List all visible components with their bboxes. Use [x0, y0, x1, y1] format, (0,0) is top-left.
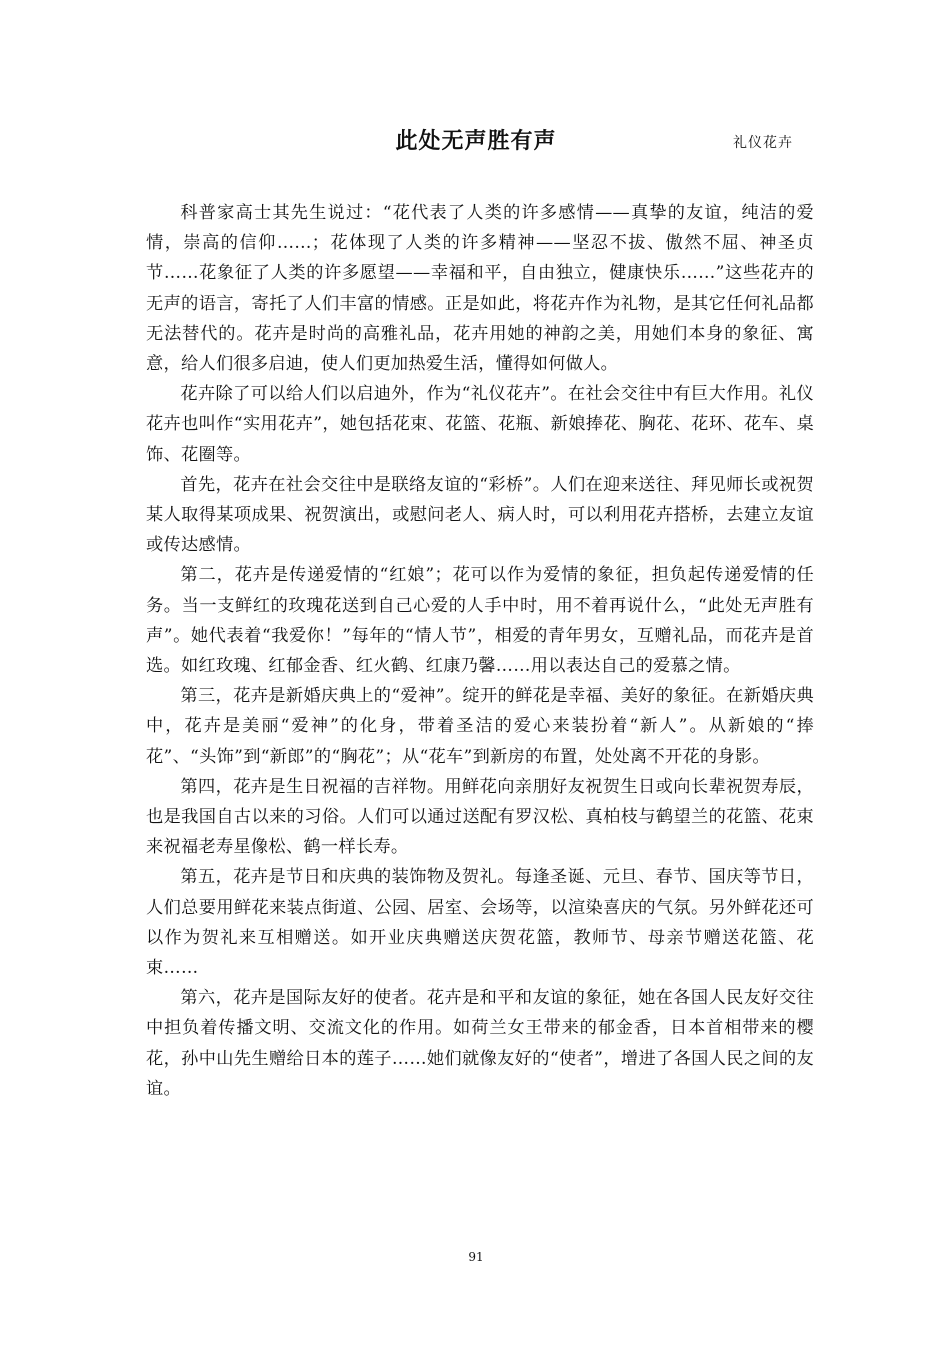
page-number: 91 — [468, 1250, 484, 1264]
paragraph-fourth-point: 第四，花卉是生日祝福的吉祥物。用鲜花向亲朋好友祝贺生日或向长辈祝贺寿辰，也是我国自古以来的习俗。人们可以通过送配有罗汉松、真柏枝与鹤望兰的花篮、花束来祝福老寿星像松、鹤一样长寿。 — [146, 776, 814, 858]
paragraph-third-point: 第三，花卉是新婚庆典上的“爱神”。绽开的鲜花是幸福、美好的象征。在新婚庆典中，花卉是美丽“爱神”的化身，带着圣洁的爱心来装扮着“新人”。从新娘的“捧花”、“头饰”到“新郎”的“胸花”；从“花车”到新房的布置，处处离不开花的身影。 — [146, 686, 814, 767]
paragraph-sixth-point: 第六，花卉是国际友好的使者。花卉是和平和友谊的象征，她在各国人民友好交往中担负着传播文明、交流文化的作用。如荷兰女王带来的郁金香，日本首相带来的樱花，孙中山先生赠给日本的莲子……她们就像友好的“使者”，增进了各国人民之间的友谊。 — [146, 988, 814, 1099]
section-label: 礼仪花卉 — [733, 135, 793, 151]
article-body — [146, 198, 814, 1104]
paragraph-ceremonial-flowers: 花卉除了可以给人们以启迪外，作为“礼仪花卉”。在社会交往中有巨大作用。礼仪花卉也叫作“实用花卉”，她包括花束、花篮、花瓶、新娘捧花、胸花、花环、花车、桌饰、花圈等。 — [146, 384, 814, 465]
paragraph-intro: 科普家高士其先生说过：“花代表了人类的许多感情——真挚的友谊，纯洁的爱情，崇高的信仰……；花体现了人类的许多精神——坚忍不拔、傲然不屈、神圣贞节……花象征了人类的许多愿望——幸福和平，自由独立，健康快乐……”这些花卉的无声的语言，寄托了人们丰富的情感。正是如此，将花卉作为礼物，是其它任何礼品都无法替代的。花卉是时尚的高雅礼品，花卉用她的神韵之美，用她们本身的象征、寓意，给人们很多启迪，使人们更加热爱生活，懂得如何做人。 — [146, 203, 814, 375]
paragraph-second-point: 第二，花卉是传递爱情的“红娘”；花可以作为爱情的象征，担负起传递爱情的任务。当一支鲜红的玫瑰花送到自己心爱的人手中时，用不着再说什么，“此处无声胜有声”。她代表着“我爱你！”每年的“情人节”，相爱的青年男女，互赠礼品，而花卉是首选。如红玫瑰、红郁金香、红火鹤、红康乃馨……用以表达自己的爱慕之情。 — [146, 565, 814, 677]
page-title: 此处无声胜有声 — [395, 129, 557, 154]
paragraph-fifth-point: 第五，花卉是节日和庆典的装饰物及贺礼。每逢圣诞、元旦、春节、国庆等节日，人们总要用鲜花来装点街道、公园、居室、会场等，以渲染喜庆的气氛。另外鲜花还可以作为贺礼来互相赠送。如开业庆典赠送庆贺花篮，教师节、母亲节赠送花篮、花束…… — [146, 867, 814, 979]
paragraph-first-point: 首先，花卉在社会交往中是联络友谊的“彩桥”。人们在迎来送往、拜见师长或祝贺某人取得某项成果、祝贺演出，或慰问老人、病人时，可以利用花卉搭桥，去建立友谊或传达感情。 — [146, 474, 814, 556]
